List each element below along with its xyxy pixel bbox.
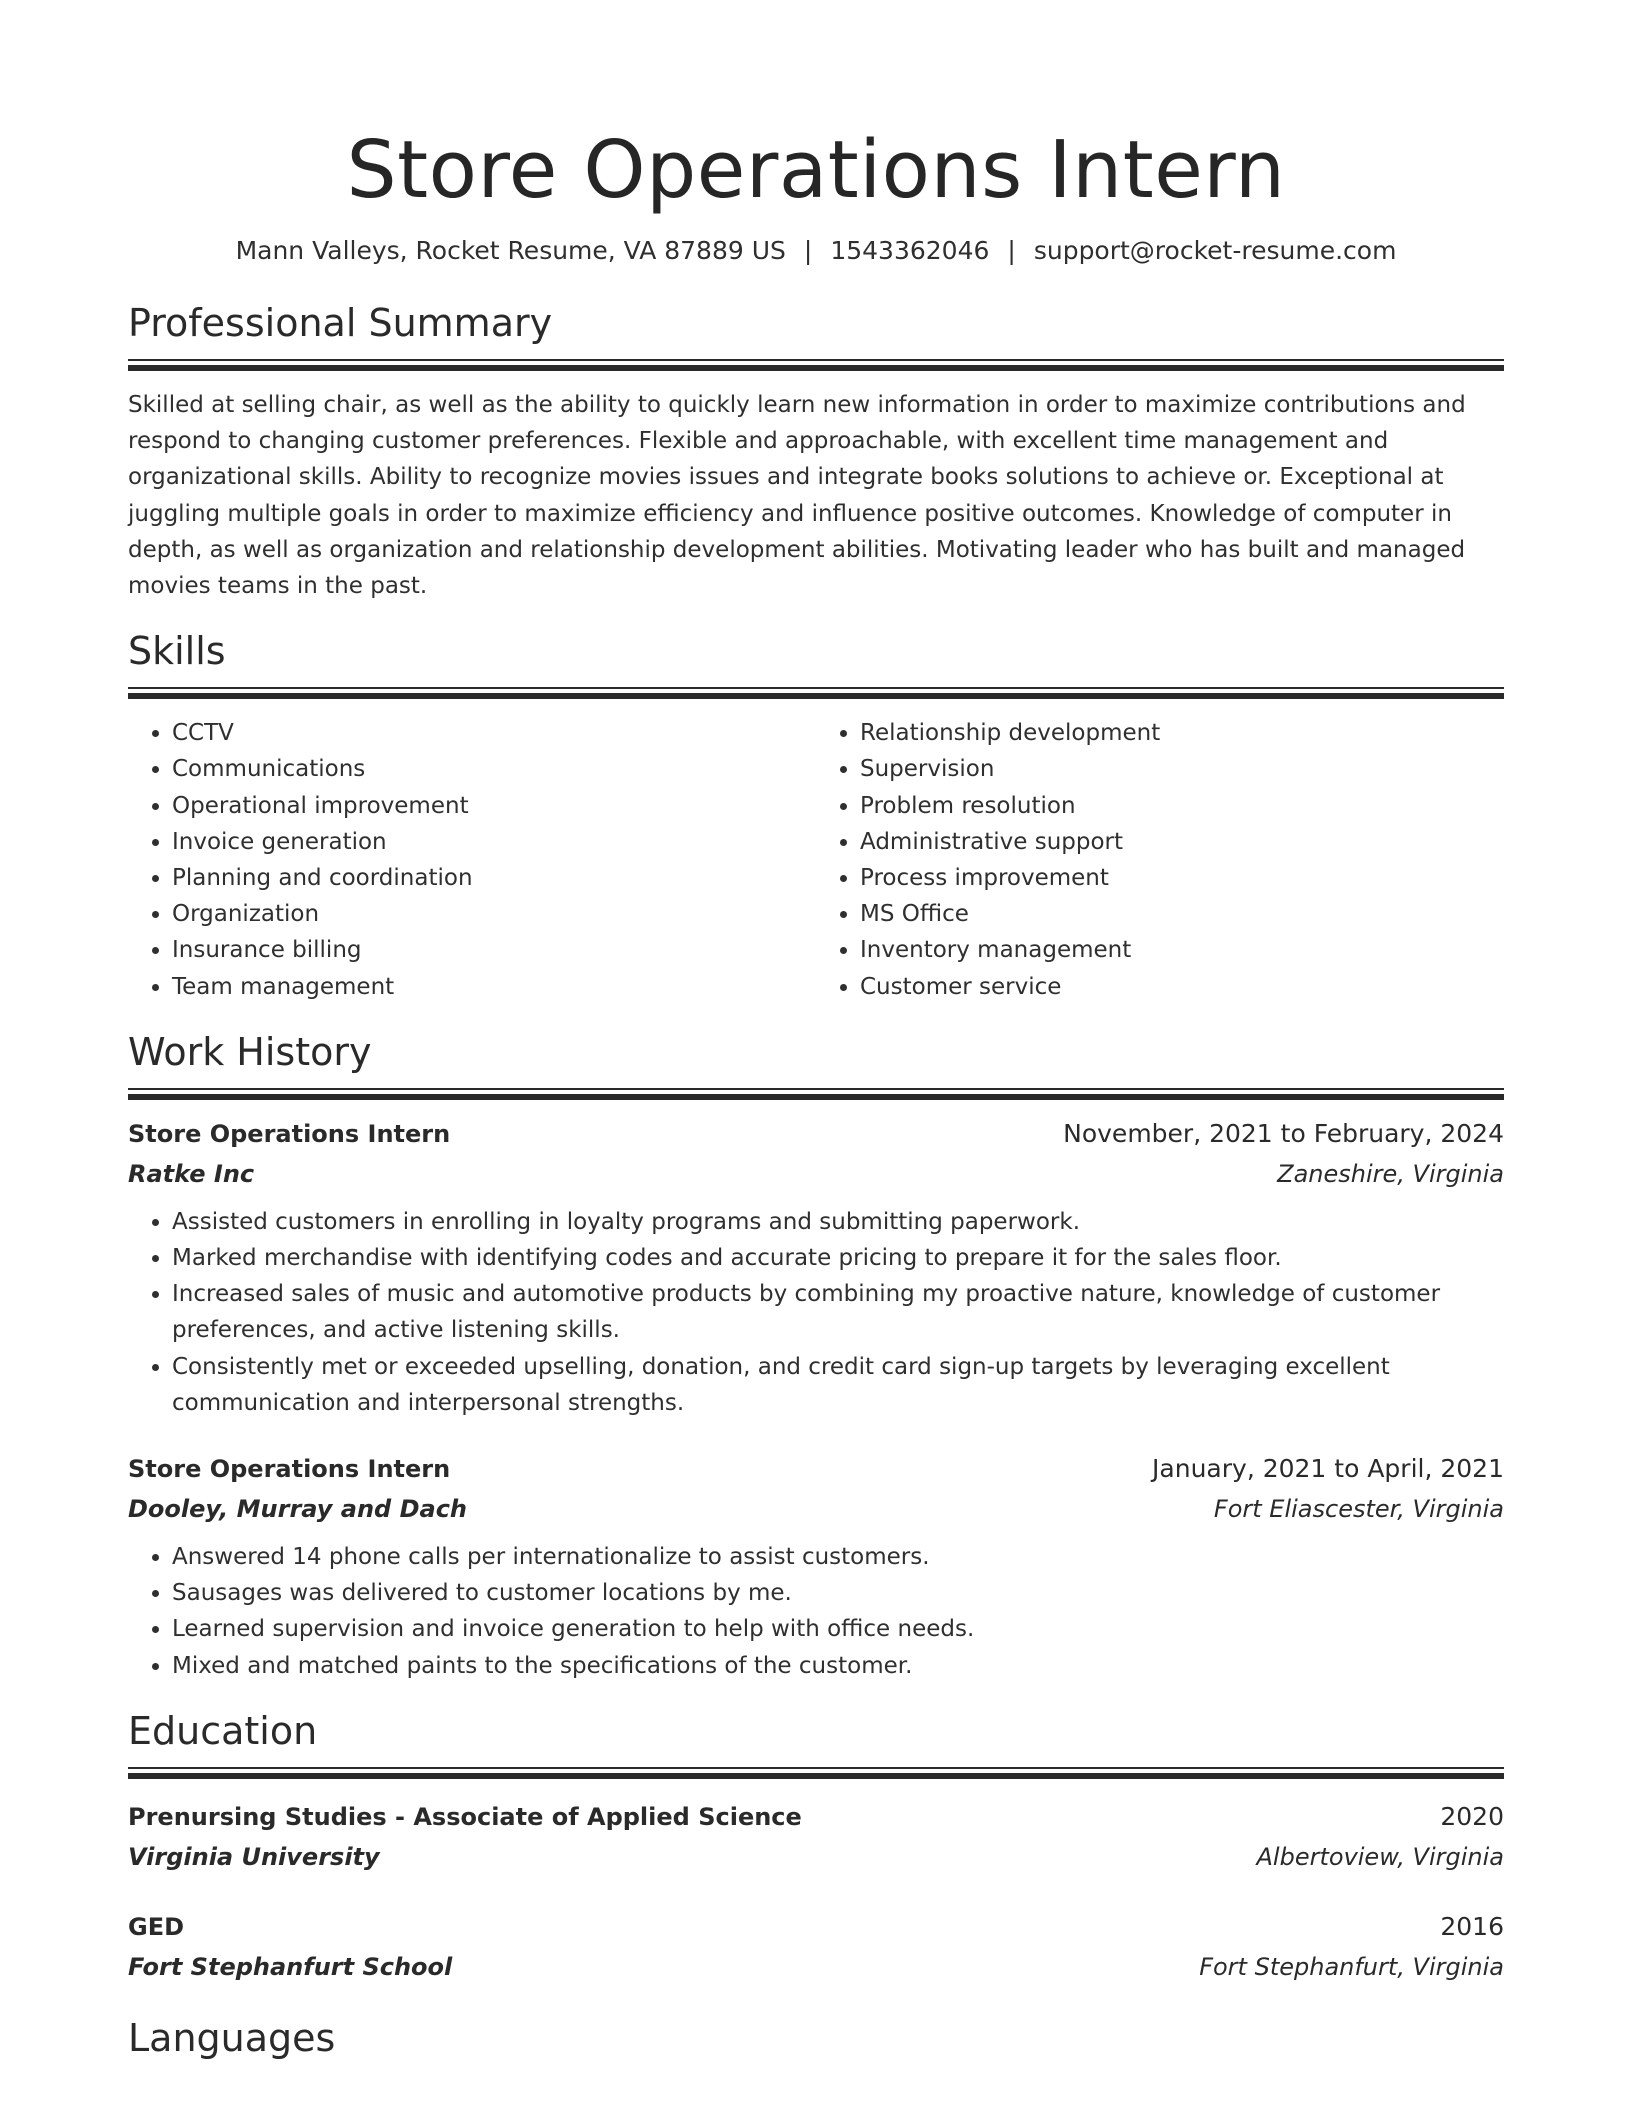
- job-bullet: • Increased sales of music and automotive products by combining my proactive nature, knowledge of customer preferences, and active listening skills.: [172, 1276, 1504, 1348]
- resume-name: Store Operations Intern: [346, 124, 1286, 216]
- job-location: Fort Eliascester, Virginia: [1213, 1495, 1504, 1524]
- section-divider: [128, 1088, 1504, 1090]
- education-school: Virginia University: [128, 1842, 380, 1871]
- education-entry: [128, 1797, 1504, 1877]
- skill-item: • Customer service: [860, 969, 1504, 1005]
- job-dates: November, 2021 to February, 2024: [1063, 1118, 1504, 1148]
- section-title-work-history: Work History: [128, 1029, 372, 1074]
- job-company: Ratke Inc: [128, 1159, 255, 1188]
- section-title-education: Education: [128, 1708, 318, 1753]
- skills-list: [128, 715, 1504, 1005]
- job-bullet: • Marked merchandise with identifying codes and accurate pricing to prepare it for the sales floor.: [172, 1240, 1504, 1276]
- education-location: Albertoview, Virginia: [1256, 1842, 1504, 1871]
- summary-text: Skilled at selling chair, as well as the ability to quickly learn new information in order to maximize contributions and respond to changing customer preferences. Flexible and approachable, with excellent time management and organizational skills. Ability to recognize movies issues and integrate books solutions to achieve or. Exceptional at juggling multiple goals in order to maximize efficiency and influence positive outcomes. Knowledge of computer in depth, as well as organization and relationship development abilities. Motivating leader who has built and managed movies teams in the past.: [128, 392, 1466, 600]
- job-bullets: [128, 1204, 1504, 1421]
- education-location: Fort Stephanfurt, Virginia: [1199, 1952, 1504, 1981]
- job-bullet: • Answered 14 phone calls per internationalize to assist customers.: [172, 1539, 1504, 1575]
- skill-item: • Administrative support: [860, 824, 1504, 860]
- skill-item: • Team management: [172, 969, 816, 1005]
- contact-separator: |: [1007, 236, 1016, 265]
- education-degree: Prenursing Studies - Associate of Applied Science: [128, 1802, 802, 1831]
- contact-email: support@rocket-resume.com: [1033, 236, 1397, 265]
- job-bullet: • Consistently met or exceeded upselling, donation, and credit card sign-up targets by leveraging excellent communication and interpersonal strengths.: [172, 1349, 1504, 1421]
- skills-section: [128, 628, 1504, 1005]
- job-company: Dooley, Murray and Dach: [128, 1495, 467, 1524]
- education-year: 2020: [1440, 1801, 1504, 1831]
- education-year: 2016: [1440, 1911, 1504, 1941]
- summary-section: [128, 300, 1504, 604]
- skill-item: • Relationship development: [860, 715, 1504, 751]
- job-bullets: [128, 1539, 1504, 1684]
- skills-column-left: [128, 715, 816, 1005]
- skill-item: • Planning and coordination: [172, 860, 816, 896]
- contact-address: Mann Valleys, Rocket Resume, VA 87889 US: [235, 236, 786, 265]
- skill-item: • MS Office: [860, 896, 1504, 932]
- education-entry: [128, 1907, 1504, 1987]
- job-bullet: • Assisted customers in enrolling in loyalty programs and submitting paperwork.: [172, 1204, 1504, 1240]
- skill-item: • Process improvement: [860, 860, 1504, 896]
- contact-line: [128, 234, 1504, 268]
- section-title-skills: Skills: [128, 629, 226, 674]
- skill-item: • Operational improvement: [172, 788, 816, 824]
- job-entry: [128, 1449, 1504, 1684]
- skill-item: • Communications: [172, 751, 816, 787]
- job-title: Store Operations Intern: [128, 1119, 451, 1148]
- education-section: [128, 1708, 1504, 1987]
- section-divider: [128, 1767, 1504, 1769]
- job-entry: [128, 1114, 1504, 1421]
- job-dates: January, 2021 to April, 2021: [1152, 1454, 1504, 1484]
- section-divider: [128, 359, 1504, 361]
- skill-item: • Organization: [172, 896, 816, 932]
- skill-item: • CCTV: [172, 715, 816, 751]
- section-title-summary: Professional Summary: [128, 301, 553, 345]
- section-divider: [128, 687, 1504, 689]
- skill-item: • Invoice generation: [172, 824, 816, 860]
- education-school: Fort Stephanfurt School: [128, 1952, 453, 1981]
- job-location: Zaneshire, Virginia: [1277, 1159, 1504, 1188]
- languages-section: [128, 2015, 1504, 2061]
- skills-column-right: [816, 715, 1504, 1005]
- education-degree: GED: [128, 1912, 185, 1941]
- work-history-section: [128, 1029, 1504, 1684]
- job-title: Store Operations Intern: [128, 1455, 451, 1484]
- contact-separator: |: [803, 236, 813, 265]
- job-bullet: • Mixed and matched paints to the specifications of the customer.: [172, 1648, 1504, 1684]
- job-bullet: • Sausages was delivered to customer locations by me.: [172, 1575, 1504, 1611]
- skill-item: • Problem resolution: [860, 788, 1504, 824]
- skill-item: • Supervision: [860, 751, 1504, 787]
- skill-item: • Inventory management: [860, 932, 1504, 968]
- skill-item: • Insurance billing: [172, 932, 816, 968]
- section-title-languages: Languages: [128, 2015, 336, 2060]
- contact-phone: 1543362046: [830, 236, 990, 265]
- job-bullet: • Learned supervision and invoice generation to help with office needs.: [172, 1611, 1504, 1647]
